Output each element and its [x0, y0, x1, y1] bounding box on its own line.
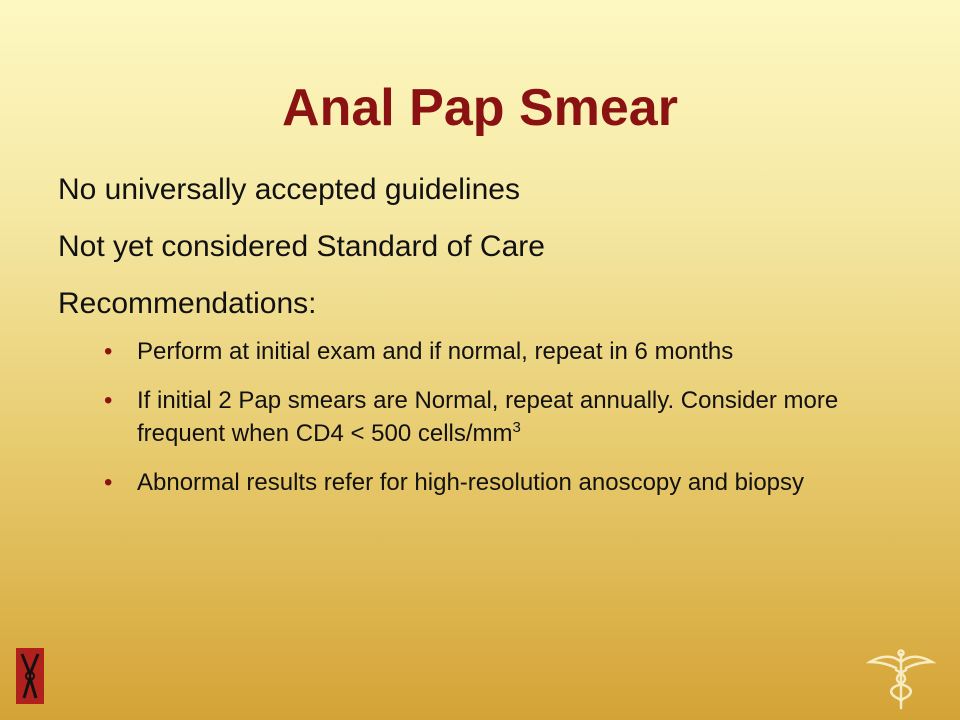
recommendation-item: [104, 335, 867, 368]
recommendation-item: [104, 384, 867, 450]
content-list: [58, 172, 918, 515]
recommendation-text: If initial 2 Pap smears are Normal, repeat annually. Consider more frequent when CD4 < 500 cells/mm: [137, 387, 839, 447]
caduceus-icon: [866, 646, 936, 712]
recommendation-list: [104, 335, 918, 499]
slide-title: Anal Pap Smear: [282, 79, 678, 137]
list-item: Not yet considered Standard of Care: [58, 230, 545, 263]
recommendation-item: [104, 466, 867, 499]
superscript: 3: [512, 419, 521, 436]
bullet-icon: •: [104, 338, 113, 365]
recommendation-text: Abnormal results refer for high-resolution anoscopy and biopsy: [137, 469, 805, 496]
bullet-icon: •: [104, 469, 113, 496]
red-ribbon-logo-icon: [16, 648, 44, 704]
list-item: No universally accepted guidelines: [58, 173, 520, 206]
list-item: Recommendations:: [58, 287, 317, 320]
recommendation-text: Perform at initial exam and if normal, repeat in 6 months: [137, 338, 734, 365]
bullet-icon: •: [104, 387, 113, 414]
